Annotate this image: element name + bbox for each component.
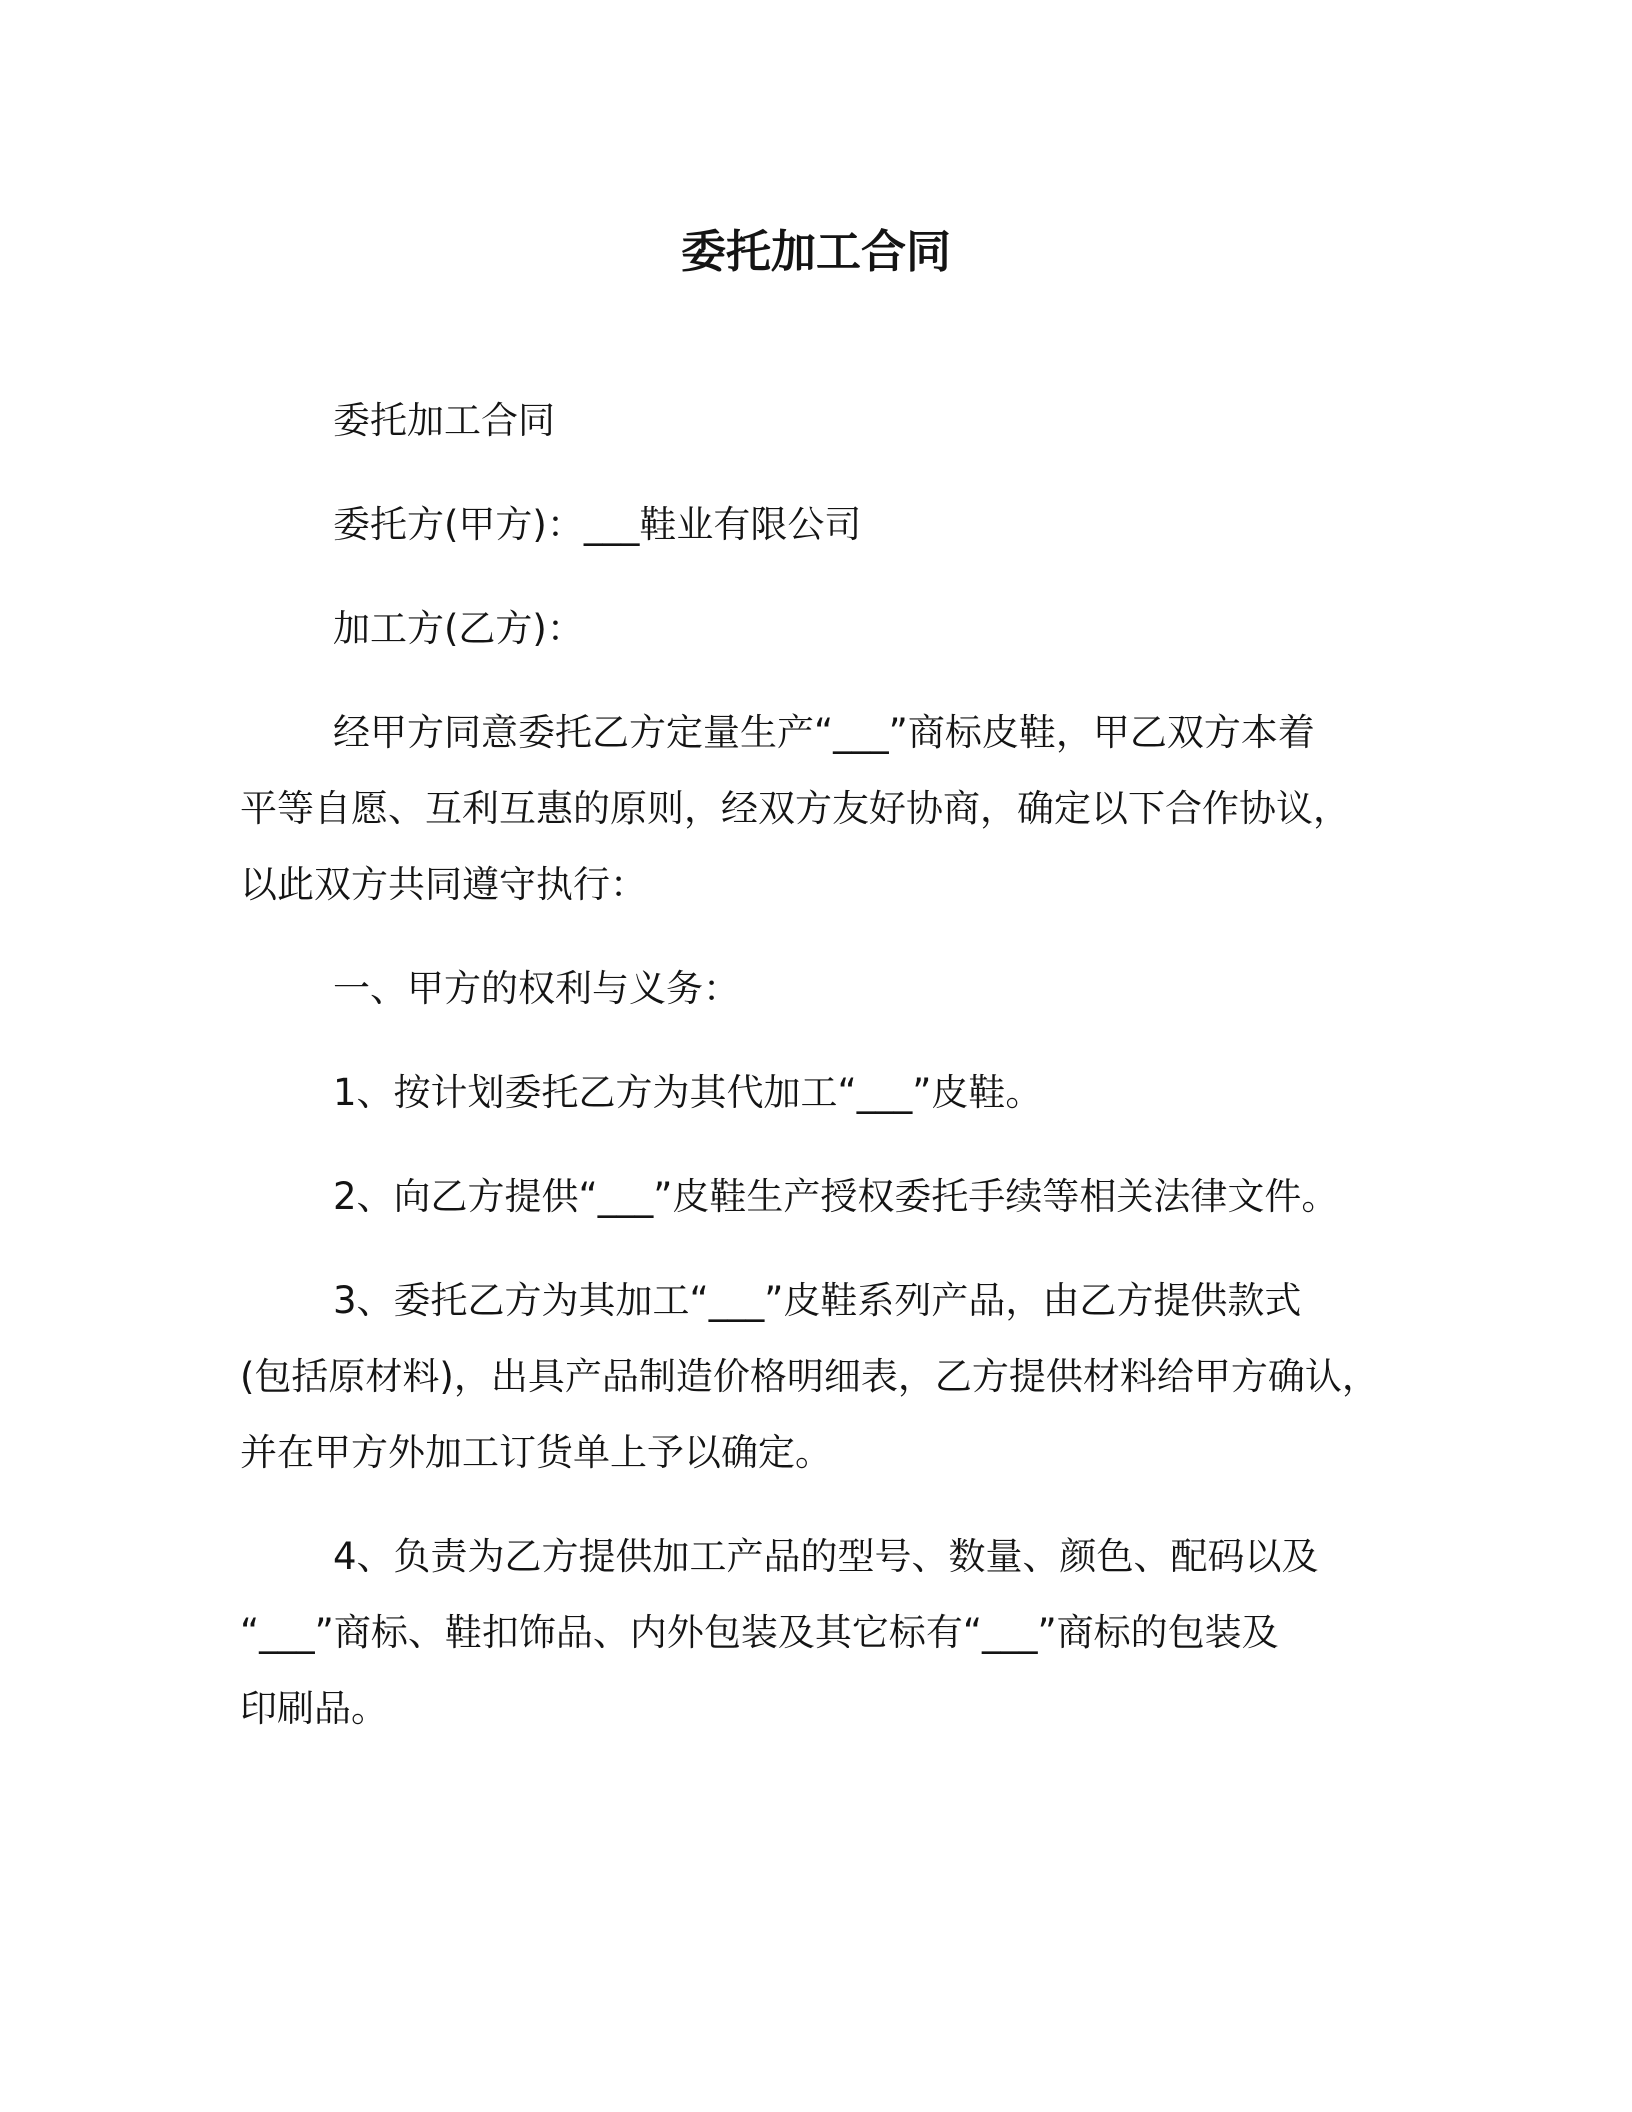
paragraph-line: 3、委托乙方为其加工“___”皮鞋系列产品，由乙方提供款式 <box>333 1279 1302 1322</box>
paragraph-line: 并在甲方外加工订货单上予以确定。 <box>240 1431 832 1474</box>
paragraph-line: 印刷品。 <box>240 1687 388 1730</box>
paragraph-line: (包括原材料)，出具产品制造价格明细表，乙方提供材料给甲方确认， <box>240 1355 1379 1398</box>
clause-3 <box>240 1263 1380 1491</box>
paragraph-preamble <box>240 695 1380 923</box>
paragraph-line: 以此双方共同遵守执行： <box>240 863 647 906</box>
document-title: 委托加工合同 <box>680 225 951 278</box>
paragraph-line: 委托方(甲方)：___鞋业有限公司 <box>333 503 862 546</box>
paragraph-party-a <box>240 487 1380 563</box>
paragraph-line: 一、甲方的权利与义务： <box>333 967 740 1010</box>
clause-4 <box>240 1519 1380 1747</box>
paragraph-line: 1、按计划委托乙方为其代加工“___”皮鞋。 <box>333 1071 1043 1114</box>
paragraph-line: “___”商标、鞋扣饰品、内外包装及其它标有“___”商标的包装及 <box>240 1611 1279 1654</box>
paragraph-line: 2、向乙方提供“___”皮鞋生产授权委托手续等相关法律文件。 <box>333 1175 1339 1218</box>
clause-2 <box>240 1159 1380 1235</box>
document-body <box>240 383 1380 1775</box>
paragraph-line: 经甲方同意委托乙方定量生产“___”商标皮鞋，甲乙双方本着 <box>333 711 1315 754</box>
paragraph-line: 4、负责为乙方提供加工产品的型号、数量、颜色、配码以及 <box>333 1535 1319 1578</box>
clause-1 <box>240 1055 1380 1131</box>
paragraph-line: 加工方(乙方)： <box>333 607 584 650</box>
paragraph-line: 平等自愿、互利互惠的原则，经双方友好协商，确定以下合作协议， <box>240 787 1350 830</box>
paragraph-line: 委托加工合同 <box>333 399 555 442</box>
paragraph-contract-name <box>240 383 1380 459</box>
section-heading-party-a-rights <box>240 951 1380 1027</box>
paragraph-party-b <box>240 591 1380 667</box>
